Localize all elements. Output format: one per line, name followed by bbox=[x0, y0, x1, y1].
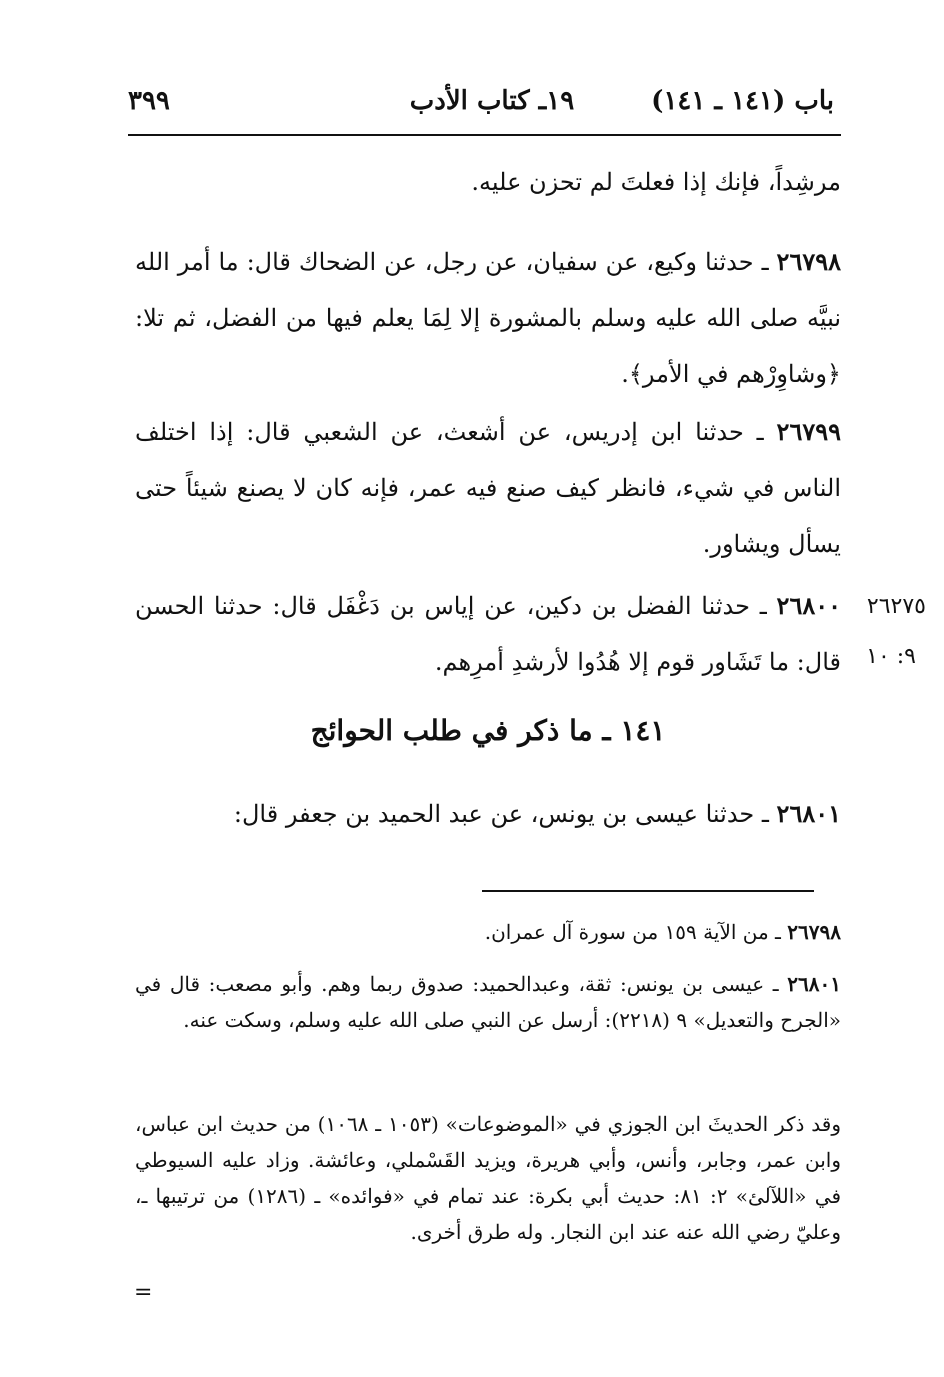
footnote-text: ـ من الآية ١٥٩ من سورة آل عمران. bbox=[484, 920, 788, 944]
margin-reference: ٩: ١٠ bbox=[866, 644, 916, 669]
continuation-mark: = bbox=[134, 1280, 153, 1305]
hadith-paragraph bbox=[135, 404, 841, 572]
footnote bbox=[135, 1106, 841, 1250]
hadith-paragraph bbox=[135, 234, 841, 402]
section-heading: ١٤١ ـ ما ذكر في طلب الحوائج bbox=[310, 714, 666, 747]
hadith-text: ـ حدثنا الفضل بن دكين، عن إياس بن دَغْفَل قال: حدثنا الحسن قال: ما تَشَاور قوم إلا هُدُوا لأرشدِ أمرِهم. bbox=[135, 592, 841, 676]
footnote-number: ٢٦٨٠١ bbox=[787, 972, 841, 996]
hadith-number: ٢٦٧٩٨ bbox=[776, 247, 841, 276]
paragraph-text: مرشِداً، فإنك إذا فعلتَ لم تحزن عليه. bbox=[471, 168, 841, 196]
footnote-text: وقد ذكر الحديثَ ابن الجوزي في «الموضوعات» (١٠٥٣ ـ ١٠٦٨) من حديث ابن عباس، وابن عمر، وجابر، وأنس، وأبي هريرة، ويزيد القَسْملي، وعائشة. وزاد عليه السيوطي في «اللآلئ» ٢: ٨١: حديث أبي بكرة: عند تمام في «فوائده» ـ (١٢٨٦) من ترتيبها ـ، وعليّ رضي الله عنه عند ابن النجار. وله طرق أخرى. bbox=[135, 1112, 842, 1244]
hadith-text: ـ حدثنا وكيع، عن سفيان، عن رجل، عن الضحاك قال: ما أمر الله نبيَّه صلى الله عليه وسلم بالمشورة إلا لِمَا يعلم فيها من الفضل، ثم تلا: ﴿وشاوِرْهم في الأمر﴾. bbox=[135, 248, 842, 388]
hadith-number: ٢٦٧٩٩ bbox=[776, 417, 841, 446]
paragraph-continuation bbox=[135, 154, 841, 210]
header-divider bbox=[128, 134, 841, 136]
hadith-number: ٢٦٨٠٠ bbox=[776, 591, 841, 620]
hadith-text: ـ حدثنا عيسى بن يونس، عن عبد الحميد بن جعفر قال: bbox=[233, 800, 777, 828]
hadith-paragraph bbox=[135, 786, 841, 842]
footnote bbox=[135, 914, 841, 950]
footnote bbox=[135, 966, 841, 1038]
footnote-number: ٢٦٧٩٨ bbox=[787, 920, 841, 944]
hadith-text: ـ حدثنا ابن إدريس، عن أشعث، عن الشعبي قال: إذا اختلف الناس في شيء، فانظر كيف صنع فيه عمر، فإنه كان لا يصنع شيئاً حتى يسأل ويشاور. bbox=[135, 418, 841, 558]
book-title: ١٩ـ كتاب الأدب bbox=[409, 86, 575, 116]
footnote-divider bbox=[482, 890, 814, 892]
margin-number: ٢٦٢٧٥ bbox=[866, 594, 926, 619]
hadith-paragraph bbox=[135, 578, 841, 690]
footnote-text: ـ عيسى بن يونس: ثقة، وعبدالحميد: صدوق ربما وهم. وأبو مصعب: قال في «الجرح والتعديل» ٩ (٢٢١٨): أرسل عن النبي صلى الله عليه وسلم، وسكت عنه. bbox=[135, 972, 841, 1032]
page-number: ٣٩٩ bbox=[128, 86, 170, 116]
hadith-number: ٢٦٨٠١ bbox=[776, 799, 841, 828]
chapter-title: باب (١٤١ ـ ١٤١) bbox=[651, 86, 834, 116]
